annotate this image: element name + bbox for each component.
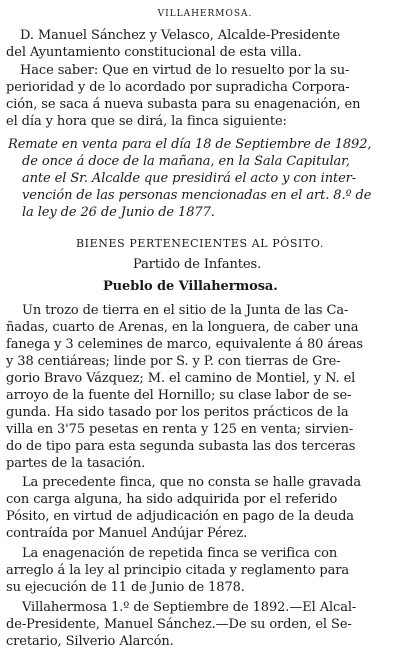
- body-line: do de tipo para esta segunda subasta las dos terceras: [6, 439, 356, 454]
- section-heading: BIENES PERTENECIENTES AL PÓSITO.: [76, 237, 324, 250]
- intro-line: D. Manuel Sánchez y Velasco, Alcalde-Presidente: [20, 28, 340, 43]
- signature-line: Villahermosa 1.º de Septiembre de 1892.—El Alcal-: [22, 600, 357, 615]
- intro-line: Hace saber: Que en virtud de lo resuelto por la su-: [20, 63, 350, 78]
- intro-line: del Ayuntamiento constitucional de esta villa.: [6, 45, 302, 60]
- body-line: y 38 centiáreas; linde por S. y P. con tierras de Gre-: [6, 354, 341, 369]
- signature-line: de-Presidente, Manuel Sánchez.—De su orden, el Se-: [6, 617, 352, 632]
- intro-line: el día y hora que se dirá, la finca siguiente:: [6, 114, 287, 129]
- remate-line: la ley de 26 de Junio de 1877.: [22, 205, 215, 220]
- body-line: gorio Bravo Vázquez; M. el camino de Montiel, y N. el: [6, 371, 356, 386]
- body-line: contraída por Manuel Andújar Pérez.: [6, 526, 248, 541]
- remate-line: ante el Sr. Alcalde que presidirá el acto y con inter-: [22, 171, 357, 186]
- body-line: villa en 3'75 pesetas en renta y 125 en venta; sirvien-: [6, 422, 354, 437]
- section-pueblo: Pueblo de Villahermosa.: [103, 279, 278, 294]
- body-line: gunda. Ha sido tasado por los peritos prácticos de la: [6, 405, 349, 420]
- body-line: Pósito, en virtud de adjudicación en pago de la deuda: [6, 509, 354, 524]
- body-line: La precedente finca, que no consta se halle gravada: [22, 475, 362, 490]
- body-line: La enagenación de repetida finca se verifica con: [22, 546, 338, 561]
- signature-line: cretario, Silverio Alarcón.: [6, 634, 174, 649]
- body-line: su ejecución de 11 de Junio de 1878.: [6, 580, 245, 595]
- body-line: fanega y 3 celemines de marco, equivalente á 80 áreas: [6, 337, 363, 352]
- body-line: Un trozo de tierra en el sitio de la Junta de las Ca-: [22, 303, 349, 318]
- document-title: VILLAHERMOSA.: [157, 9, 253, 19]
- body-line: arroyo de la fuente del Hornillo; su clase labor de se-: [6, 388, 352, 403]
- remate-line: de once á doce de la mañana, en la Sala Capitular,: [22, 154, 350, 169]
- section-partido: Partido de Infantes.: [133, 257, 262, 272]
- intro-line: ción, se saca á nueva subasta para su enagenación, en: [6, 97, 361, 112]
- body-line: ñadas, cuarto de Arenas, en la longuera, de caber una: [6, 320, 359, 335]
- body-line: con carga alguna, ha sido adquirida por el referido: [6, 492, 338, 507]
- remate-line: Remate en venta para el día 18 de Septiembre de 1892,: [8, 137, 372, 152]
- remate-line: vención de las personas mencionadas en el art. 8.º de: [22, 188, 372, 203]
- body-line: partes de la tasación.: [6, 456, 146, 471]
- body-line: arreglo á la ley al principio citada y reglamento para: [6, 563, 349, 578]
- intro-line: perioridad y de lo acordado por supradicha Corpora-: [6, 80, 350, 95]
